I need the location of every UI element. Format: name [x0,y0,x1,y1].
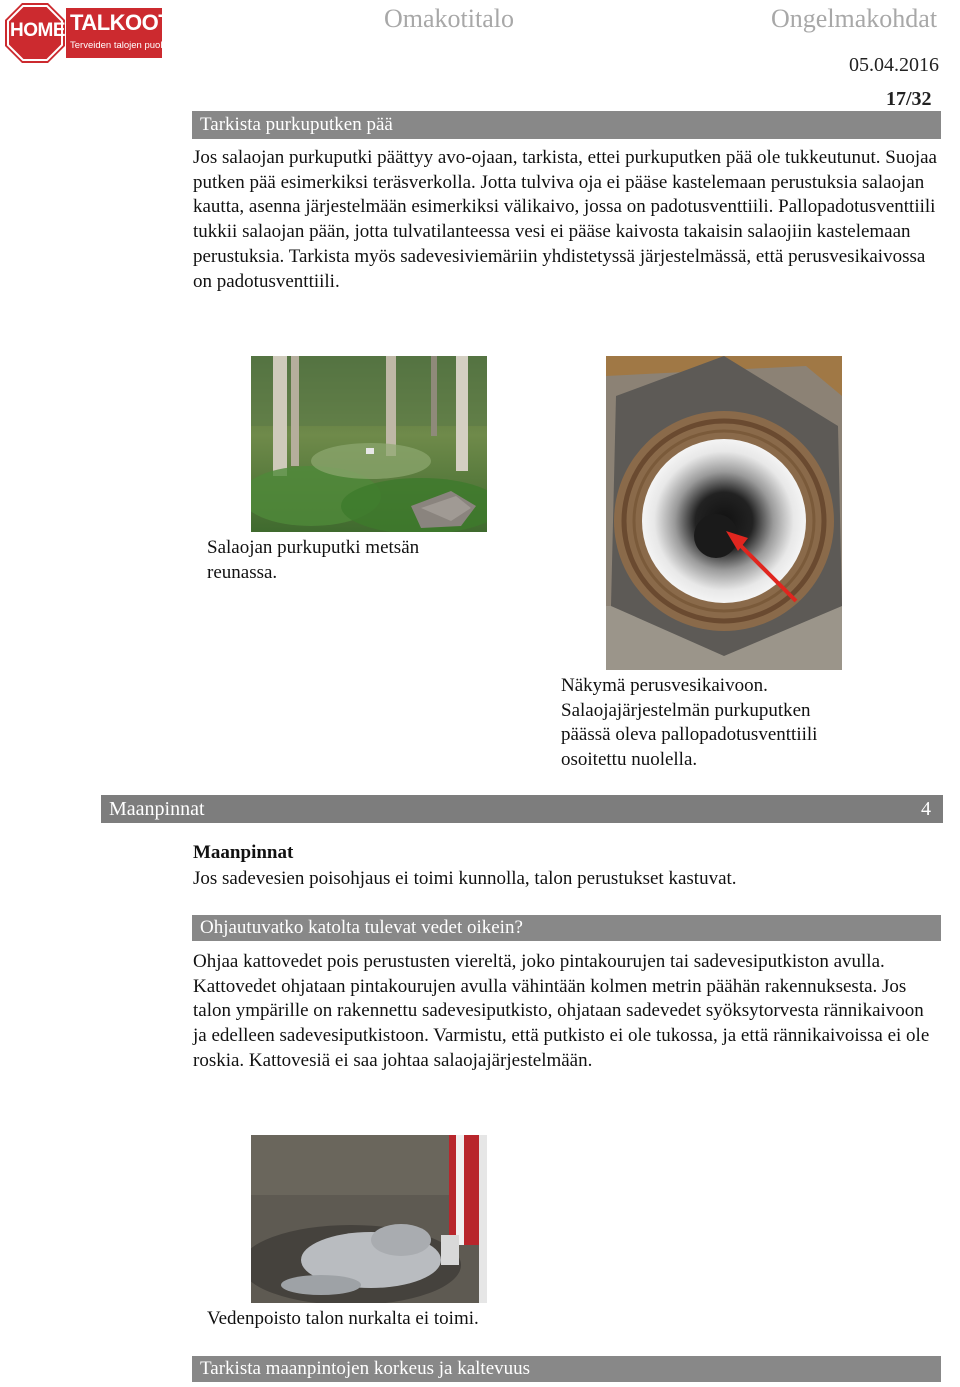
header-date: 05.04.2016 [849,54,939,76]
drain-well-photo [606,356,842,670]
maanpinnat-intro: Jos sadevesien poisohjaus ei toimi kunnolla, talon perustukset kastuvat. [193,868,737,889]
kattovedet-body: Ohjaa kattovedet pois perustusten viereltä, joko pintakourujen tai sadevesiputkiston avulla. Kattovedet ohjataan pintakourujen avulla vähintään kolmen metrin päähän rakennuksesta. Jos talon ympärille on rakennettu sadevesiputkisto, ohjataan sadevedet syöksytorvesta rännikaivoon ja edelleen sadevesiputkistoon. Varmistu, että putkisto ei ole tukossa, ja että rännikaivoissa ei ole roskia. Kattovesiä ei saa johtaa salaojajärjestelmään. [193,951,930,1071]
logo-tagline: Terveiden talojen puolesta [70,40,181,51]
forest-drain-caption: Salaojan purkuputki metsän reunassa. [207,537,420,583]
section-heading-maanpintojen-korkeus [192,1356,941,1382]
section1-body: Jos salaojan purkuputki päättyy avo-ojaan, tarkista, ettei purkuputken pää ole tukkeutunut. Suojaa putken pää esimerkiksi teräsverkolla. Jotta tulviva oja ei pääse kastelemaan perustuksia salaojan kautta, asenna järjestelmään esimerkiksi välikaivo, jossa on padotusventtiili. Pallopadotusventtiili tukkii salaojan pään, jotta tulvatilanteessa vesi ei pääse kaivosta takaisin salaojiin kastelemaan perustuksia. Tarkista myös sadevesiviemäriin yhdistetyssä järjestelmässä, että perusvesikaivossa on padotusventtiili. [193,147,937,292]
forest-drain-photo [251,356,487,532]
drain-well-caption: Näkymä perusvesikaivoon. Salaojajärjestelmän purkuputken päässä oleva pallopadotusventtiili osoitettu nuolella. [561,675,818,770]
puddle-caption: Vedenpoisto talon nurkalta ei toimi. [207,1308,479,1329]
page-number: 17/32 [886,88,932,110]
maanpinnat-subheading: Maanpinnat [193,842,294,863]
hometalkoot-logo [4,2,193,64]
section-heading-purkuputki [192,111,941,139]
header-section-home: Omakotitalo [384,4,514,33]
section-bar-title: Maanpinnat [109,798,205,820]
section-bar-maanpinnat [101,795,943,823]
puddle-photo [251,1135,487,1303]
section-heading-korkeus-text: Tarkista maanpintojen korkeus ja kaltevuus [200,1358,531,1379]
question-heading-kattovedet [192,915,941,941]
section-heading-text: Tarkista purkuputken pää [200,114,393,135]
section-bar-number: 4 [921,798,931,820]
question-heading-text: Ohjautuvatko katolta tulevat vedet oikein? [200,917,523,938]
logo-talkoot-text: TALKOOT.FI [70,10,193,35]
logo-home-text: HOME [10,20,65,41]
header-section-category: Ongelmakohdat [771,4,938,33]
